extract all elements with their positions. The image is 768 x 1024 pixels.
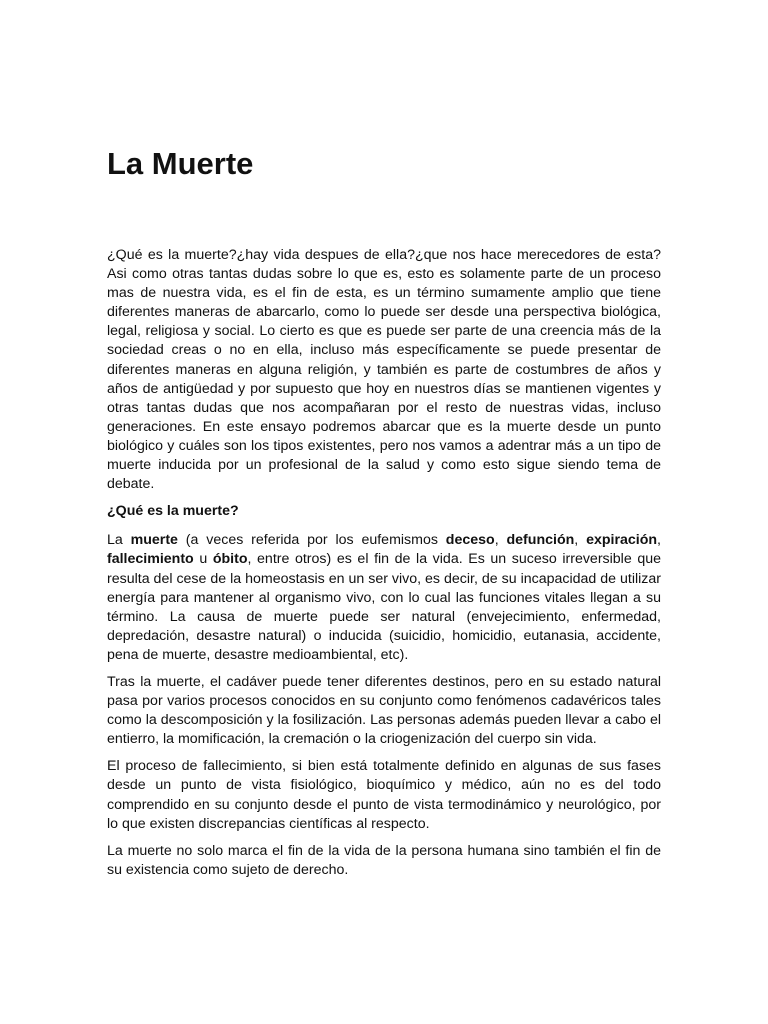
term-fallecimiento: fallecimiento <box>107 551 194 568</box>
term-obito: óbito <box>212 551 248 568</box>
definition-text: , entre otros) es el fin de la vida. Es un suceso irreversible que resulta del cese de la homeostasis en un ser vivo, es decir, de su incapacidad de utilizar energía para mantener al organismo vivo, con lo cual las funciones vitales llegan a su término. La causa de muerte puede ser natural (envejecimiento, enfermedad, depredación, desastre natural) o inducida (suicidio, homicidio, eutanasia, accidente, pena de muerte, desastre medioambiental, etc). <box>107 551 661 663</box>
cadaver-paragraph: Tras la muerte, el cadáver puede tener diferentes destinos, pero en su estado natural pasa por varios procesos conocidos en su conjunto como fenómenos cadavéricos tales como la descomposición y la fosilización. Las personas además pueden llevar a cabo el entierro, la momificación, la cremación o la criogenización del cuerpo sin vida. <box>107 673 661 748</box>
document-body <box>107 246 661 888</box>
process-paragraph: El proceso de fallecimiento, si bien está totalmente definido en algunas de sus fases desde un punto de vista fisiológico, bioquímico y médico, aún no es del todo comprendido en su conjunto desde el punto de vista termodinámico y neurológico, por lo que existen discrepancias científicas al respecto. <box>107 758 661 832</box>
definition-text: (a veces referida por los eufemismos <box>177 532 446 549</box>
definition-text: , <box>574 532 587 549</box>
closing-paragraph: La muerte no solo marca el fin de la vida de la persona humana sino también el fin de su existencia como sujeto de derecho. <box>107 842 661 878</box>
definition-text: , <box>494 532 507 549</box>
definition-text: u <box>193 551 213 568</box>
document-title: La Muerte <box>107 146 254 181</box>
definition-text: La <box>107 532 131 549</box>
section-heading: ¿Qué es la muerte? <box>107 503 239 520</box>
term-expiracion: expiración <box>586 532 658 549</box>
term-deceso: deceso <box>445 532 495 549</box>
definition-paragraph <box>107 531 661 665</box>
definition-text: , <box>657 532 661 549</box>
term-muerte: muerte <box>130 532 178 549</box>
term-defuncion: defunción <box>506 532 575 549</box>
intro-paragraph: ¿Qué es la muerte?¿hay vida despues de ella?¿que nos hace merecedores de esta? Asi como otras tantas dudas sobre lo que es, esto es solamente parte de un proceso mas de nuestra vida, es el fin de esta, es un término sumamente amplio que tiene diferentes maneras de abarcarlo, como lo puede ser desde una perspectiva biológica, legal, religiosa y social. Lo cierto es que es puede ser parte de una creencia más de la sociedad creas o no en ella, incluso más específicamente se puede presentar de diferentes maneras en alguna religión, y también es parte de costumbres de años y años de antigüedad y por supuesto que hoy en nuestros días se mantienen vigentes y otras tantas dudas que nos acompañaran por el resto de nuestras vidas, incluso generaciones. En este ensayo podremos abarcar que es la muerte desde un punto biológico y cuáles son los tipos existentes, pero nos vamos a adentrar más a un tipo de muerte inducida por un profesional de la salud y como esto sigue siendo tema de debate. <box>107 247 661 493</box>
